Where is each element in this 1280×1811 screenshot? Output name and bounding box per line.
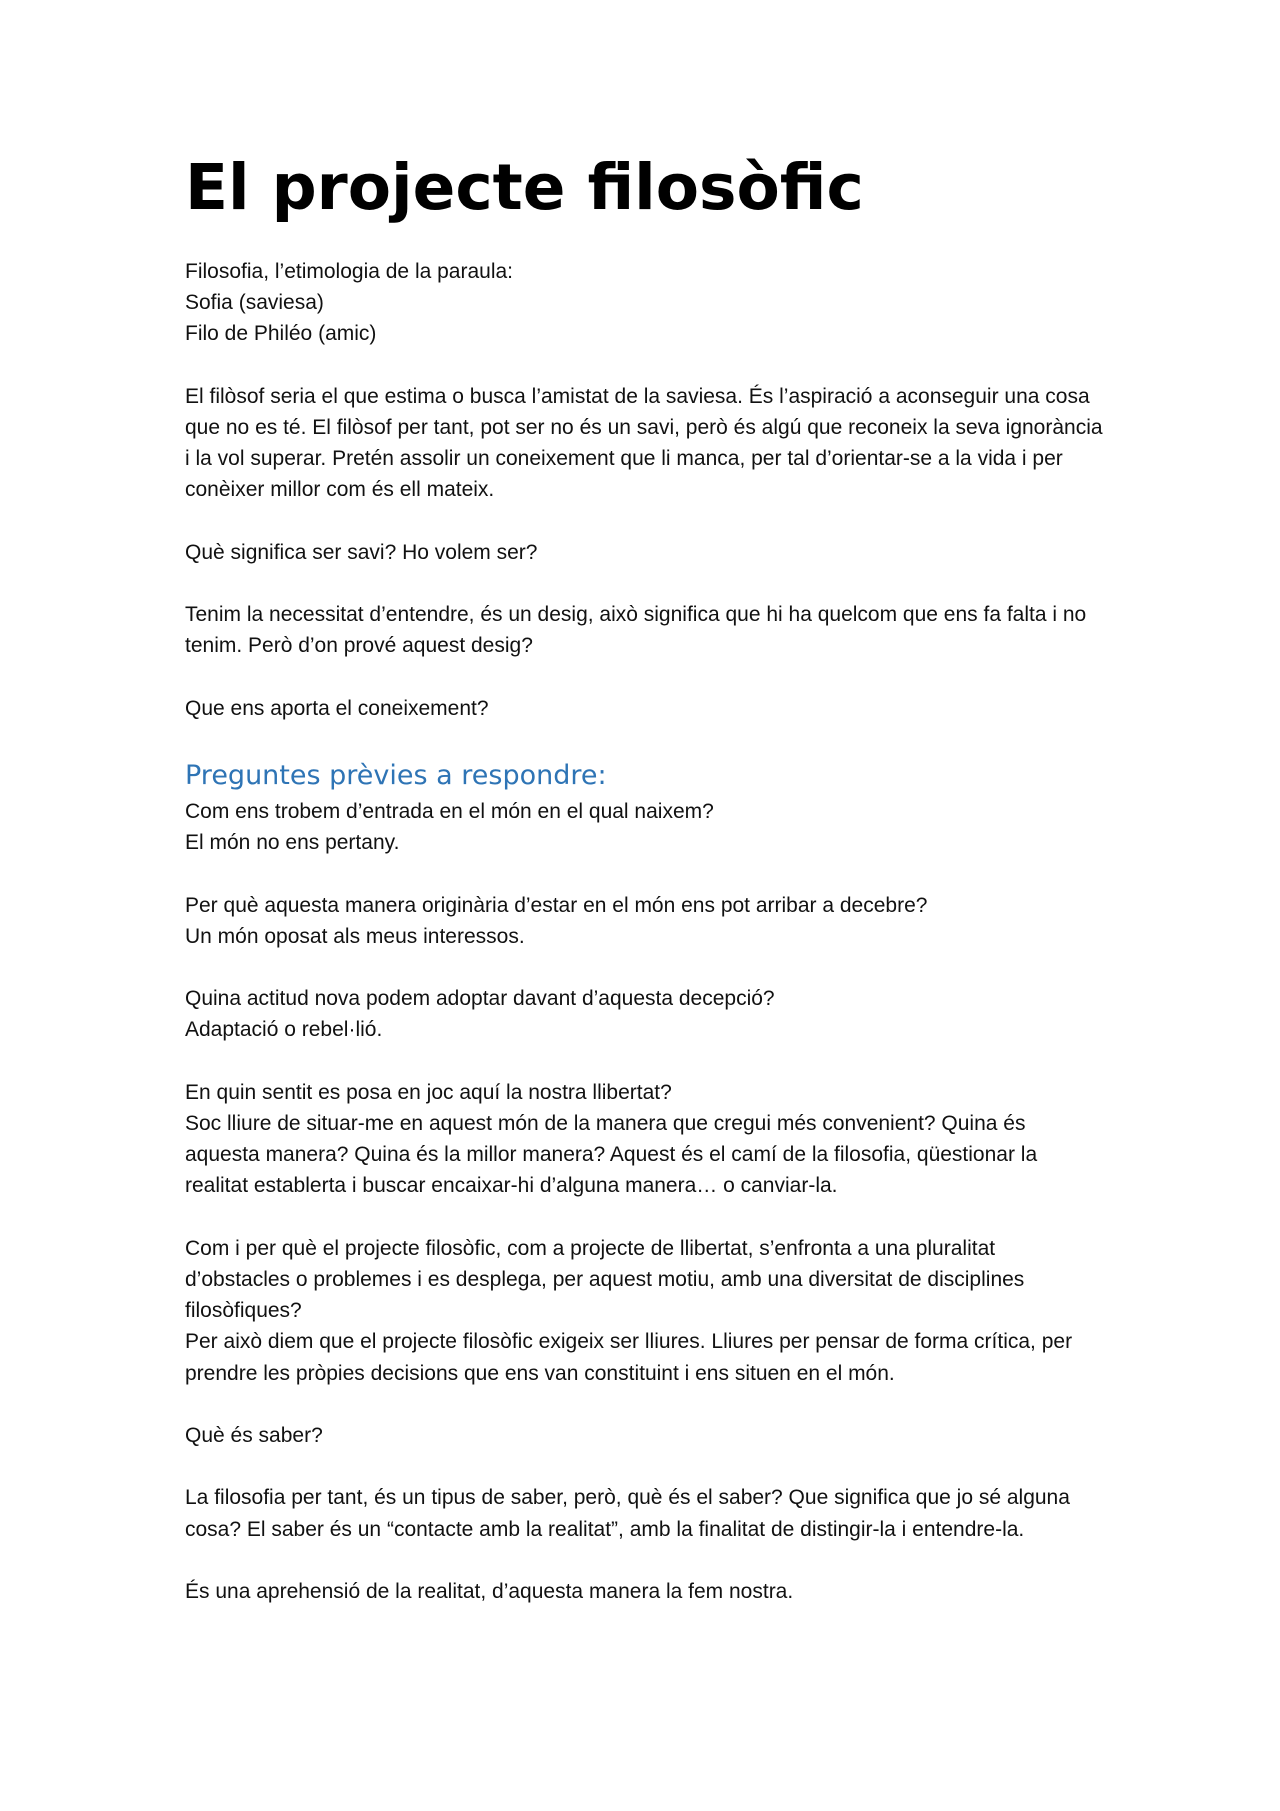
question-text: Com i per què el projecte filosòfic, com a projecte de llibertat, s’enfronta a una pluralitat d’obstacles o problemes i es desplega, per aquest motiu, amb una diversitat de disciplines filosòfiques? (185, 1236, 1025, 1323)
question-text: En quin sentit es posa en joc aquí la nostra llibertat? (185, 1080, 672, 1104)
answer-text: Adaptació o rebel·lió. (185, 1018, 383, 1042)
question-text: Per què aquesta manera originària d’estar en el món ens pot arribar a decebre? (185, 893, 928, 917)
paragraph-need-understand: Tenim la necessitat d’entendre, és un desig, això significa que hi ha quelcom que ens fa falta i no tenim. Però d’on prové aquest desig? (185, 603, 1087, 658)
etymology-line: Filo de Philéo (amic) (185, 322, 377, 346)
question-text: Què és saber? (185, 1423, 323, 1447)
answer-text: El món no ens pertany. (185, 831, 400, 855)
paragraph-final: És una aprehensió de la realitat, d’aquesta manera la fem nostra. (185, 1579, 794, 1603)
answer-text: Soc lliure de situar-me en aquest món de la manera que cregui més convenient? Quina és aquesta manera? Quina és la millor manera? Aquest és el camí de la filosofia, qüestionar la realitat establerta i buscar encaixar-hi d’alguna manera… o canviar-la. (185, 1111, 1038, 1198)
paragraph-question-wise: Què significa ser savi? Ho volem ser? (185, 540, 538, 564)
questions-block (185, 796, 1105, 1607)
document-title: El projecte filosòfic (185, 151, 864, 224)
etymology-line: Filosofia, l’etimologia de la paraula: (185, 260, 514, 283)
section-heading: Preguntes prèvies a respondre: (185, 760, 607, 791)
answer-text: Un món oposat als meus interessos. (185, 924, 525, 948)
etymology-line: Sofia (saviesa) (185, 291, 324, 315)
paragraph-saber: La filosofia per tant, és un tipus de saber, però, què és el saber? Que significa que jo sé alguna cosa? El saber és un “contacte amb la realitat”, amb la finalitat de distingir-la i entendre-la. (185, 1486, 1070, 1541)
question-text: Quina actitud nova podem adoptar davant d’aquesta decepció? (185, 987, 775, 1011)
answer-text: Per això diem que el projecte filosòfic exigeix ser lliures. Lliures per pensar de forma crítica, per prendre les pròpies decisions que ens van constituint i ens situen en el món. (185, 1330, 1073, 1385)
paragraph-knowledge: Que ens aporta el coneixement? (185, 696, 489, 720)
paragraph-philosopher: El filòsof seria el que estima o busca l’amistat de la saviesa. És l’aspiració a aconseguir una cosa que no es té. El filòsof per tant, pot ser no és un savi, però és algú que reconeix la seva ignorància i la vol superar. Pretén assolir un coneixement que li manca, per tal d’orientar-se a la vida i per conèixer millor com és ell mateix. (185, 384, 1103, 502)
question-text: Com ens trobem d’entrada en el món en el qual naixem? (185, 800, 714, 823)
intro-block (185, 256, 1105, 724)
